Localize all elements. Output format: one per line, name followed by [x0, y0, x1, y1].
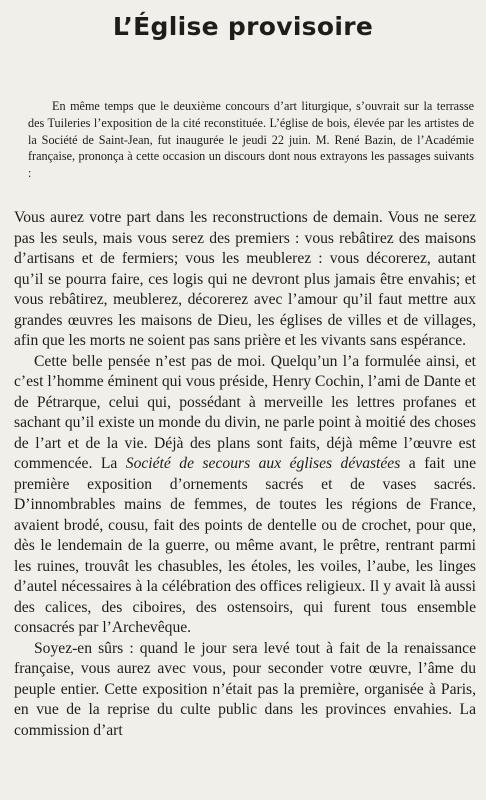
- intro-paragraph: En même temps que le deuxième concours d’art liturgique, s’ouvrait sur la terrasse des Tuileries l’exposition de la cité reconstituée. L’église de bois, élevée par les artistes de la Société de Saint-Jean, fut inaugurée le jeudi 22 juin. M. René Bazin, de l’Académie française, prononça à cette occasion un discours dont nous extrayons les passages suivants :: [28, 99, 474, 181]
- paragraph-2: [14, 352, 476, 639]
- paragraph-2-text-b: a fait une première exposition d’ornements sacrés et de vases sacrés. D’innombrables mains de femmes, de toutes les régions de France, avaient brodé, cousu, fait des points de dentelle ou de crochet, pour que, dès le lendemain de la guerre, ou même avant, le prêtre, rentrant parmi les ruines, trouvât les chasubles, les étoles, les voiles, l’aube, les linges d’autel nécessaires à la célébration des offices religieux. Il y avait là aussi des calices, des ciboires, des ostensoirs, qui furent tous ensemble consacrés par l’Archevêque.: [14, 455, 476, 636]
- paragraph-2-text-a: Cette belle pensée n’est pas de moi. Quelqu’un l’a formulée ainsi, et c’est l’homme éminent qui vous préside, Henry Cochin, l’ami de Dante et de Pétrarque, celui qui, possédant à merveille les lettres profanes et sachant qu’il existe un monde du divin, ne parle point à moitié des choses de l’art et de la vie. Déjà des plans sont faits, déjà même l’œuvre est commencée. La: [14, 352, 476, 472]
- speech-excerpt: [14, 208, 476, 741]
- paragraph-1: Vous aurez votre part dans les reconstructions de demain. Vous ne serez pas les seuls, mais vous serez des premiers : vous rebâtirez des maisons d’artisans et de fermiers; vous les meublerez : vous décorerez, autant qu’il se pourra faire, ces logis qui ne devront plus jamais être envahis; et vous rebâtirez, meublerez, décorerez avec l’amour qu’il faut mettre aux grandes œuvres les maisons de Dieu, les églises de villes et de villages, afin que les morts ne soient pas sans prière et les vivants sans espérance.: [14, 209, 476, 349]
- page-title: L’Église provisoire: [112, 12, 374, 41]
- society-name: Société de secours aux églises dévastées: [125, 455, 401, 472]
- paragraph-3: Soyez-en sûrs : quand le jour sera levé tout à fait de la renaissance française, vous aurez avec vous, pour seconder votre œuvre, l’âme du peuple entier. Cette exposition n’était pas la première, organisée à Paris, en vue de la reprise du culte public dans les provinces envahies. La commission d’art: [14, 639, 476, 739]
